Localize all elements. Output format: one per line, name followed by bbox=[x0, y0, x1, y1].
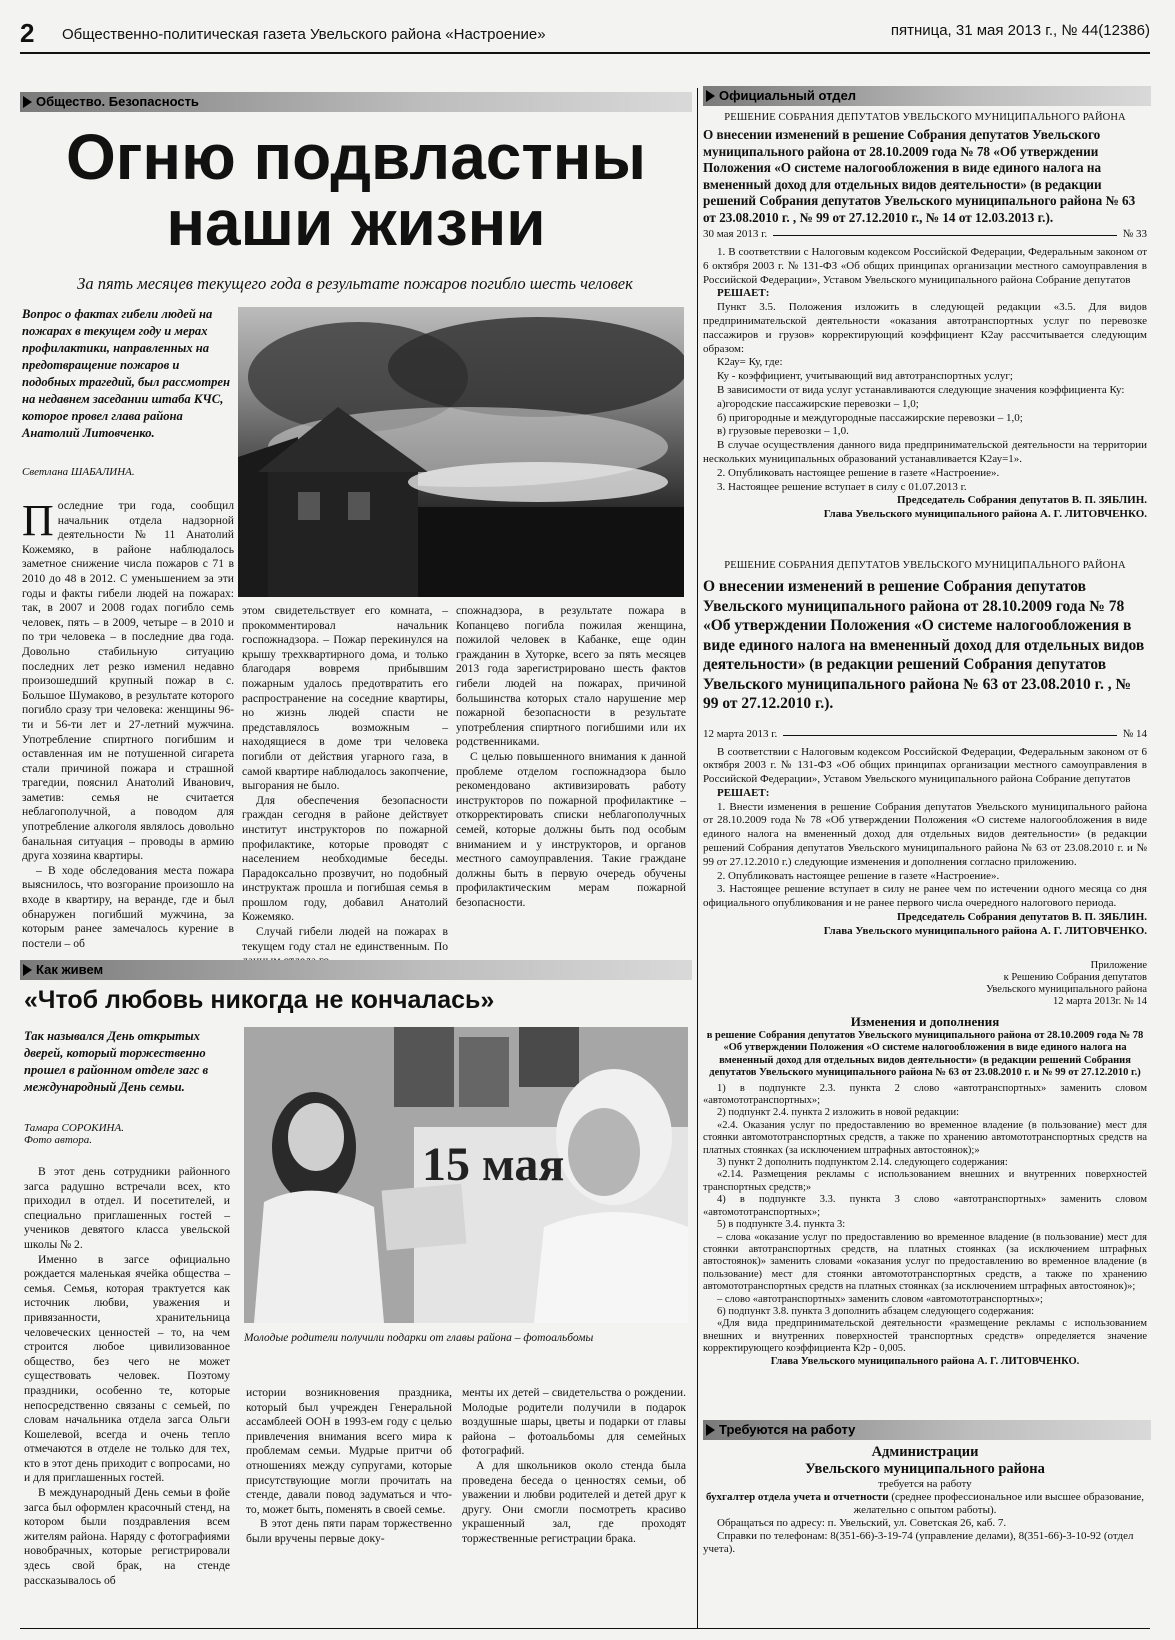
appendix-label-line: Приложение bbox=[1090, 960, 1147, 971]
appendix-label-line: Увельского муниципального района bbox=[986, 984, 1147, 995]
drop-cap: П bbox=[22, 496, 54, 545]
appendix-item: 6) подпункт 3.8. пункта 3 дополнить абзацем следующего содержания: bbox=[717, 1305, 1035, 1317]
decision-paragraph: В соответствии с Налоговым кодексом Российской Федерации, Федеральным законом от 6 октября 2003 г. № 131-ФЗ «Об общих принципах организации местного самоуправления в Российской Федерации», Уставом Увельского муниципального района Собрание депутатов bbox=[703, 745, 1147, 786]
headline-line-1: Огню подвластны bbox=[65, 121, 647, 193]
decision-date-row bbox=[703, 728, 1147, 740]
decision-resolves: РЕШАЕТ: bbox=[717, 287, 770, 300]
job-position: бухгалтер отдела учета и отчетности bbox=[705, 1491, 889, 1503]
decision-formula: К2ау= Ку, где: bbox=[717, 356, 783, 369]
love-paragraph: В этот день пяти парам торжественно были вручены первые доку- bbox=[246, 1517, 452, 1545]
job-org-line-2: Увельского муниципального района bbox=[805, 1461, 1045, 1477]
column-divider bbox=[697, 88, 698, 1628]
job-position-row bbox=[703, 1491, 1147, 1517]
signature-chairman: Председатель Собрания депутатов В. П. ЗЯБЛИН. bbox=[897, 494, 1147, 507]
appendix-label-line: 12 марта 2013г. № 14 bbox=[1053, 996, 1147, 1007]
decision-paragraph: 2. Опубликовать настоящее решение в газете «Настроение». bbox=[717, 869, 1000, 882]
love-lead: Так назывался День открытых дверей, который торжественно прошел в районном отделе загс в международный День семьи. bbox=[24, 1029, 209, 1094]
photo-caption: Молодые родители получили подарки от главы района – фотоальбомы bbox=[244, 1332, 594, 1344]
appendix-item: 2) подпункт 2.4. пункта 2 изложить в новой редакции: bbox=[717, 1107, 960, 1119]
headline-line-2: наши жизни bbox=[166, 187, 546, 259]
bottom-rule bbox=[20, 1628, 1150, 1629]
decision-paragraph: 1. Внести изменения в решение Собрания депутатов Увельского муниципального района от 28.10.2009 года № 78 «Об утверждении Положения «О системе налогообложения в виде единого налога на вмененный доход для отдельных видов деятельности» (в редакции решений Собрания депутатов Увельского муниципального района № 63 от 23.08.2010 г. и № 99 от 27.12.2010 г.) следующие изменения и дополнения согласно приложению. bbox=[703, 800, 1147, 868]
love-headline: «Чтоб любовь никогда не кончалась» bbox=[24, 986, 495, 1014]
fire-photo bbox=[238, 307, 684, 597]
date-rule bbox=[783, 728, 1117, 736]
fire-column-1 bbox=[22, 496, 234, 951]
decision-label: РЕШЕНИЕ СОБРАНИЯ ДЕПУТАТОВ УВЕЛЬСКОГО МУНИЦИПАЛЬНОГО РАЙОНА bbox=[724, 112, 1126, 123]
decision-paragraph: Ку - коэффициент, учитывающий вид автотранспортных услуг; bbox=[717, 370, 1013, 383]
appendix-item: 4) в подпункте 3.3. пункта 3 слово «автотранспортных» заменить словом «автомототранспортных»; bbox=[703, 1194, 1147, 1218]
fire-headline bbox=[26, 121, 686, 259]
appendix-item: «Для вида предпринимательской деятельности «размещение рекламы с использованием внешних и внутренних поверхностей транспортных средств» определяется значение корректирующего коэффициента К2р - 0,005. bbox=[703, 1318, 1147, 1355]
fire-paragraph: этом свидетельствует его комната, – прокомментировал начальник госпожнадзора. – Пожар перекинулся на крышу трехквартирного дома, и только благодаря вовремя прибывшим пожарным удалось предотвратить его распространение на соседние квартиры, но жизнь людей спасти не представлялось возможным – находящиеся в доме три человека погибли от действия угарного газа, в самой квартире наблюдалось закопчение, выгорания не было. bbox=[242, 604, 448, 793]
love-column-1 bbox=[24, 1165, 230, 1588]
decision-paragraph: В зависимости от вида услуг устанавливаются следующие значения коэффициента Ку: bbox=[717, 383, 1125, 396]
page-number: 2 bbox=[20, 18, 35, 48]
photo-credit: Фото автора. bbox=[24, 1134, 93, 1146]
decision-date: 30 мая 2013 г. bbox=[703, 228, 768, 240]
rubric-how-we-live: Как живем bbox=[20, 960, 692, 980]
appendix-label-line: к Решению Собрания депутатов bbox=[1003, 972, 1147, 983]
fire-paragraph: спожнадзора, в результате пожара в Копанцево погибла пожилая женщина, пожилой человек в Кабанке, еще один гражданин в Хуторке, всего за пять месяцев 2013 года зарегистрировано шесть фактов гибели людей на пожарах, причиной большинства которых стало нарушение мер пожарной безопасности в результате употребления спиртного погибшими или их родственниками. bbox=[456, 604, 686, 749]
appendix-item: 3) пункт 2 дополнить подпунктом 2.14. следующего содержания: bbox=[717, 1157, 1008, 1169]
decision-paragraph: 3. Настоящее решение вступает в силу с 01.07.2013 г. bbox=[717, 480, 967, 493]
fire-paragraph: Для обеспечения безопасности граждан сегодня в районе действует институт инструкторов по пожарной профилактике, которые проводят с населением необходимые беседы. Парадоксально прозвучит, но подобный инструктаж прошла и погибшая семья в прошлом году, добавил Анатолий Кожемяко. bbox=[242, 793, 448, 924]
newspaper-title: Общественно-политическая газета Увельского района «Настроение» bbox=[62, 26, 546, 43]
love-column-3 bbox=[462, 1386, 686, 1547]
fire-column-2 bbox=[242, 604, 448, 969]
appendix-item: «2.4. Оказания услуг по предоставлению во временное владение (в пользование) мест для стоянки автомототранспортных средств, а также по хранению автомототранспортных средств на платных стоянках (за исключением штрафных автостоянок);» bbox=[703, 1119, 1147, 1156]
appendix-item: – слово «автотранспортных» заменить словом «автомототранспортных»; bbox=[717, 1293, 1043, 1305]
decision-paragraph: 1. В соответствии с Налоговым кодексом Российской Федерации, Федеральным законом от 6 октября 2003 г. № 131-ФЗ «Об общих принципах организации местного самоуправления в Российской Федерации», Уставом Увельского муниципального района Собрание депутатов bbox=[703, 246, 1147, 286]
appendix-heading: Изменения и дополнения bbox=[850, 1014, 1000, 1029]
fire-paragraph: Случай гибели людей на пожарах в текущем году стал не единственным. По bbox=[242, 925, 448, 953]
burning-house-image bbox=[238, 307, 684, 597]
love-author bbox=[24, 1122, 230, 1146]
fire-column-3 bbox=[456, 604, 686, 910]
signature-head: Глава Увельского муниципального района А. Г. ЛИТОВЧЕНКО. bbox=[770, 1355, 1080, 1367]
appendix bbox=[703, 960, 1147, 1368]
job-requirements: (среднее профессиональное или высшее образование, желательно с опытом работы). bbox=[853, 1491, 1145, 1516]
love-paragraph: В международный День семьи в фойе загса был оформлен красочный стенд, на котором были поздравления всем жителям района. Наряду с фотографиями новобрачных, которые регистрировали здесь свой брак, на стенде рассказывалось об bbox=[24, 1486, 230, 1587]
decision-paragraph: Пункт 3.5. Положения изложить в следующей редакции «3.5. Для видов предпринимательской деятельности «оказания автотранспортных услуг по перевозке пассажиров и грузов» корректирующий коэффициент К2ау рассчитывается следующим образом: bbox=[703, 301, 1147, 355]
decision-list-item: в) грузовые перевозки – 1,0. bbox=[717, 425, 849, 438]
fire-lead: Вопрос о фактах гибели людей на пожарах в текущем году и мерах профилактики, направленных на предотвращение пожаров и подобных трагедий, был рассмотрен на недавнем заседании штаба КЧС, которое провел глава района Анатолий Литовченко. bbox=[22, 307, 231, 440]
job-org-line-1: Администрации bbox=[871, 1444, 979, 1460]
fire-subtitle: За пять месяцев текущего года в результате пожаров погибло шесть человек bbox=[77, 274, 633, 293]
decision-title: О внесении изменений в решение Собрания депутатов Увельского муниципального района от 28.10.2009 года № 78 «Об утверждении Положения «О системе налогообложения в виде единого налога на вмененный доход для отдельных видов деятельности» (в редакции решений Собрания депутатов Увельского муниципального района № 63 от 23.08.2010 г. , № 99 от 27.12.2010 г., № 14 от 12.03.2013 г.). bbox=[703, 127, 1136, 225]
date-rule bbox=[773, 228, 1117, 236]
decision-date: 12 марта 2013 г. bbox=[703, 727, 778, 740]
rubric-official: Официальный отдел bbox=[703, 86, 1151, 106]
decision-body bbox=[703, 746, 1147, 939]
decision-paragraph: 3. Настоящее решение вступает в силу не ранее чем по истечении одного месяца со дня официального опубликования и не ранее первого числа очередного налогового периода. bbox=[703, 883, 1147, 910]
decision-list-item: б) пригородные и междугородные пассажирские перевозки – 1,0; bbox=[717, 411, 1023, 424]
decision-paragraph: В случае осуществления данного вида предпринимательской деятельности на территории нескольких муниципальных образований устанавливается К2ау=1». bbox=[703, 439, 1147, 465]
appendix-item: 1) в подпункте 2.3. пункта 2 слово «автотранспортных» заменить словом «автомототранспортных»; bbox=[703, 1082, 1147, 1107]
decision-date-row bbox=[703, 228, 1147, 240]
job-address: Обращаться по адресу: п. Увельский, ул. Советская 26, каб. 7. bbox=[717, 1517, 1007, 1529]
love-paragraph: В этот день сотрудники районного загса радушно встречали всех, кто приходил в отдел. И посетителей, и специально приглашенных гостей – учеников девятого класса увельской школы № 2. bbox=[24, 1165, 230, 1251]
rubric-society: Общество. Безопасность bbox=[20, 92, 692, 112]
photo-banner-text: 15 мая bbox=[422, 1138, 565, 1191]
job-phones: Справки по телефонам: 8(351-66)-3-19-74 (управление делами), 8(351-66)-3-10-92 (отдел учета). bbox=[703, 1530, 1134, 1555]
decision-number: № 33 bbox=[1122, 228, 1147, 240]
family-photo bbox=[244, 1027, 688, 1323]
issue-date: пятница, 31 мая 2013 г., № 44(12386) bbox=[890, 22, 1150, 39]
decision-paragraph: 2. Опубликовать настоящее решение в газете «Настроение». bbox=[717, 466, 1000, 479]
appendix-item: – слова «оказание услуг по предоставлению во временное владение (в пользование) мест для стоянки автотранспортных средств, на платных стоянках (за исключением штрафных автостоянок)» заменить словами «оказания услуг по предоставлению во временное владение (в пользование) мест для стоянки автомототранспортных средств, а также по хранению автомототранспортных средств на платных стоянках (за исключением штрафных автостоянок)»; bbox=[703, 1231, 1147, 1293]
love-paragraph: менты их детей – свидетельства о рождении. Молодые родители получили в подарок воздушные шары, цветы и подарки от главы района – фотоальбомы для семейных фотографий. bbox=[462, 1386, 686, 1458]
rubric-jobs: Требуются на работу bbox=[703, 1420, 1151, 1440]
love-paragraph: Именно в загсе официально рождается маленькая ячейка общества – семья. Семья, которая трактуется как источник любви, уважения и привязанности, хранительница человеческих ценностей – то, на чем строится любое цивилизованное общество, без чего не может существовать человек. Поэтому праздники, особенно те, которые непосредственно связаны с семьей, по словам начальника отдела загса Ольги Кошелевой, всегда и очень тепло отмечаются в отделе не только для тех, кто в этот день приходит с вопросами, но и для приглашенных гостей. bbox=[24, 1252, 230, 1485]
fire-paragraph: оследние три года, сообщил начальник отдела надзорной деятельности № 11 Анатолий Кожемяко, в районе наблюдалось заметное снижение числа пожаров с 71 в 2010 до 48 в 2012. С уменьшением за эти годы и факты гибели людей на пожарах: так, в 2007 и 2008 годах погибло семь человек, пять – в 2009, четыре – в 2010 и по три человека – в последние два года. Довольно стабильную ситуацию последних лет резко изменил недавно произошедший крупный пожар в с. Большое Шумаково, в результате которого погибло сразу три человека: женщины 96-ти и 56-ти лет и 27-летний мужчина. Употребление спиртного погибшим и оставленная им не потушенной сигарета стали причиной пожара и страшной трагедии, пояснил Анатолий Иванович, заметив: семья не считается неблагополучной, а поводом для употребление алкоголя являлось довольно банальная ситуация – проводы в армию друга хозяина квартиры. bbox=[22, 499, 234, 863]
love-paragraph: А для школьников около стенда была проведена беседа о ценностях семьи, об уважении и любви родителей и детей друг к другу. Они смогли посмотреть красиво украшенный зал, где проходят торжественные регистрации брака. bbox=[462, 1458, 686, 1545]
signature-chairman: Председатель Собрания депутатов В. П. ЗЯБЛИН. bbox=[897, 911, 1147, 924]
decision-number: № 14 bbox=[1122, 727, 1147, 740]
love-column-2 bbox=[246, 1386, 452, 1547]
appendix-item: «2.14. Размещения рекламы с использованием внешних и внутренних поверхностей транспортных средств;» bbox=[703, 1169, 1147, 1193]
signature-head: Глава Увельского муниципального района А. Г. ЛИТОВЧЕНКО. bbox=[823, 924, 1147, 937]
fire-paragraph: – В ходе обследования места пожара выяснилось, что возгорание произошло на входе в квартиру, на веранде, где и был обнаружен погибший мужчина, за которым ранее замечалось курение в постели – об bbox=[22, 863, 234, 950]
fire-paragraph: С целью повышенного внимания к данной проблеме отделом госпожнадзора было рекомендовано активизировать работу инструкторов по пожарной профилактике – откорректировать списки неблагополучных семей, которые должны быть под особым вниманием и у инструкторов, и органов местного самоуправления. Такие граждане должны быть в первую очередь обучены профилактическим мерам пожарной безопасности. bbox=[456, 749, 686, 909]
love-paragraph: истории возникновения праздника, который был учрежден Генеральной ассамблеей ООН в 1993-ем году с целью привлечения внимания всего мира к проблемам семьи. Мудрые притчи об отношениях между супругами, которые присутствующие могли прочитать на стенде, давали повод задуматься и что-то, может быть, поменять в своей семье. bbox=[246, 1386, 452, 1516]
decision-list-item: а)городские пассажирские перевозки – 1,0; bbox=[717, 397, 919, 410]
decision-2 bbox=[703, 560, 1147, 939]
job-need: требуется на работу bbox=[878, 1478, 972, 1490]
job-ad bbox=[703, 1444, 1147, 1556]
signature-head: Глава Увельского муниципального района А. Г. ЛИТОВЧЕНКО. bbox=[823, 508, 1147, 521]
decision-label: РЕШЕНИЕ СОБРАНИЯ ДЕПУТАТОВ УВЕЛЬСКОГО МУНИЦИПАЛЬНОГО РАЙОНА bbox=[724, 560, 1126, 571]
page-header bbox=[20, 18, 1150, 54]
author-name: Тамара СОРОКИНА. bbox=[24, 1122, 124, 1134]
decision-1 bbox=[703, 112, 1147, 522]
fire-author: Светлана ШАБАЛИНА. bbox=[22, 466, 135, 478]
appendix-subheading: в решение Собрания депутатов Увельского муниципального района от 28.10.2009 года № 78 «Об утверждении Положения «О системе налогообложения в виде единого налога на вмененный доход для отдельных видов деятельности» (в редакции решений Собрания депутатов Увельского муниципального района № 63 от 23.08.2010 г. и № 99 от 27.12.2010 г.) bbox=[706, 1030, 1144, 1079]
decision-title: О внесении изменений в решение Собрания депутатов Увельского муниципального района от 28.10.2009 года № 78 «Об утверждении Положения «О системе налогообложения в виде единого налога на вмененный доход для отдельных видов деятельности» (в редакции решений Собрания депутатов Увельского муниципального района № 63 от 23.08.2010 г. , № 99 от 27.12.2010 г.). bbox=[703, 578, 1145, 712]
appendix-item: 5) в подпункте 3.4. пункта 3: bbox=[717, 1219, 846, 1231]
decision-resolves: РЕШАЕТ: bbox=[717, 786, 770, 799]
appendix-label bbox=[703, 960, 1147, 1008]
appendix-body bbox=[703, 1083, 1147, 1368]
decision-body bbox=[703, 246, 1147, 522]
